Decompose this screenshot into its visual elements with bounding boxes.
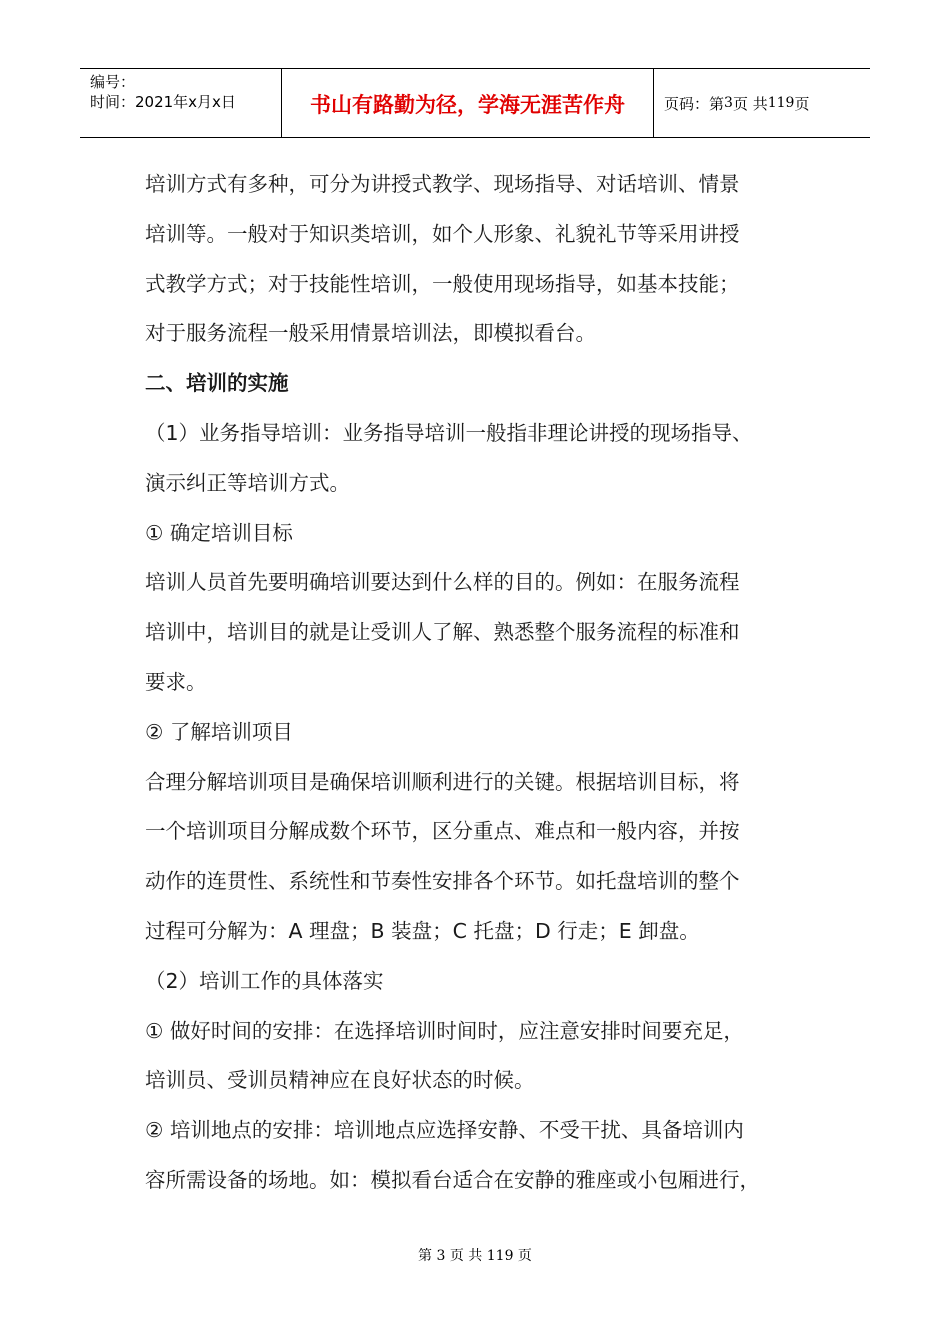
body-line: 培训中，培训目的就是让受训人了解、熟悉整个服务流程的标准和 bbox=[145, 620, 740, 645]
body-line: 对于服务流程一般采用情景培训法，即模拟看台。 bbox=[145, 321, 596, 346]
body-line: 动作的连贯性、系统性和节奏性安排各个环节。如托盘培训的整个 bbox=[145, 869, 740, 894]
body-line: 培训方式有多种，可分为讲授式教学、现场指导、对话培训、情景 bbox=[145, 172, 740, 196]
body-line: （2）培训工作的具体落实 bbox=[145, 968, 384, 993]
body-line: 培训员、受训员精神应在良好状态的时候。 bbox=[145, 1068, 535, 1093]
body-line: ② 了解培训项目 bbox=[145, 719, 293, 744]
body-line: 一个培训项目分解成数个环节，区分重点、难点和一般内容，并按 bbox=[145, 819, 740, 844]
body-line: 演示纠正等培训方式。 bbox=[145, 470, 350, 495]
body-line: ② 培训地点的安排：培训地点应选择安静、不受干扰、具备培训内 bbox=[145, 1118, 744, 1143]
page-label-mid: 页 共 bbox=[732, 94, 768, 113]
section-heading: 二、培训的实施 bbox=[145, 371, 289, 396]
body-line: ① 做好时间的安排：在选择培训时间时，应注意安排时间要充足， bbox=[145, 1018, 744, 1043]
page-current-number: 3 bbox=[724, 95, 733, 111]
page-header bbox=[80, 68, 870, 138]
body-line: （1）业务指导培训：业务指导培训一般指非理论讲授的现场指导、 bbox=[145, 420, 753, 445]
header-motto: 书山有路勤为径，学海无涯苦作舟 bbox=[310, 93, 625, 117]
body-line: 培训等。一般对于知识类培训，如个人形象、礼貌礼节等采用讲授 bbox=[145, 221, 740, 246]
header-page-cell bbox=[654, 69, 870, 137]
body-line: 过程可分解为：A 理盘；B 装盘；C 托盘；D 行走；E 卸盘。 bbox=[145, 918, 700, 943]
body-line: ① 确定培训目标 bbox=[145, 520, 293, 545]
page-label-suffix: 页 bbox=[794, 94, 810, 113]
body-line: 式教学方式；对于技能性培训，一般使用现场指导，如基本技能； bbox=[145, 271, 740, 296]
body-line: 要求。 bbox=[145, 669, 207, 694]
page-total-number: 119 bbox=[767, 95, 795, 111]
header-info-cell bbox=[80, 69, 282, 137]
page-label-prefix: 页码：第 bbox=[664, 94, 725, 113]
page-footer: 第 3 页 共 119 页 bbox=[418, 1248, 532, 1264]
header-motto-cell bbox=[282, 69, 654, 137]
body-line: 培训人员首先要明确培训要达到什么样的目的。例如：在服务流程 bbox=[145, 570, 740, 595]
document-date-label: 时间：2021年x月x日 bbox=[90, 93, 236, 111]
document-number-label: 编号： bbox=[90, 73, 136, 91]
body-line: 合理分解培训项目是确保培训顺利进行的关键。根据培训目标，将 bbox=[145, 769, 740, 794]
document-body bbox=[145, 160, 815, 1206]
body-line: 容所需设备的场地。如：模拟看台适合在安静的雅座或小包厢进行， bbox=[145, 1167, 760, 1192]
